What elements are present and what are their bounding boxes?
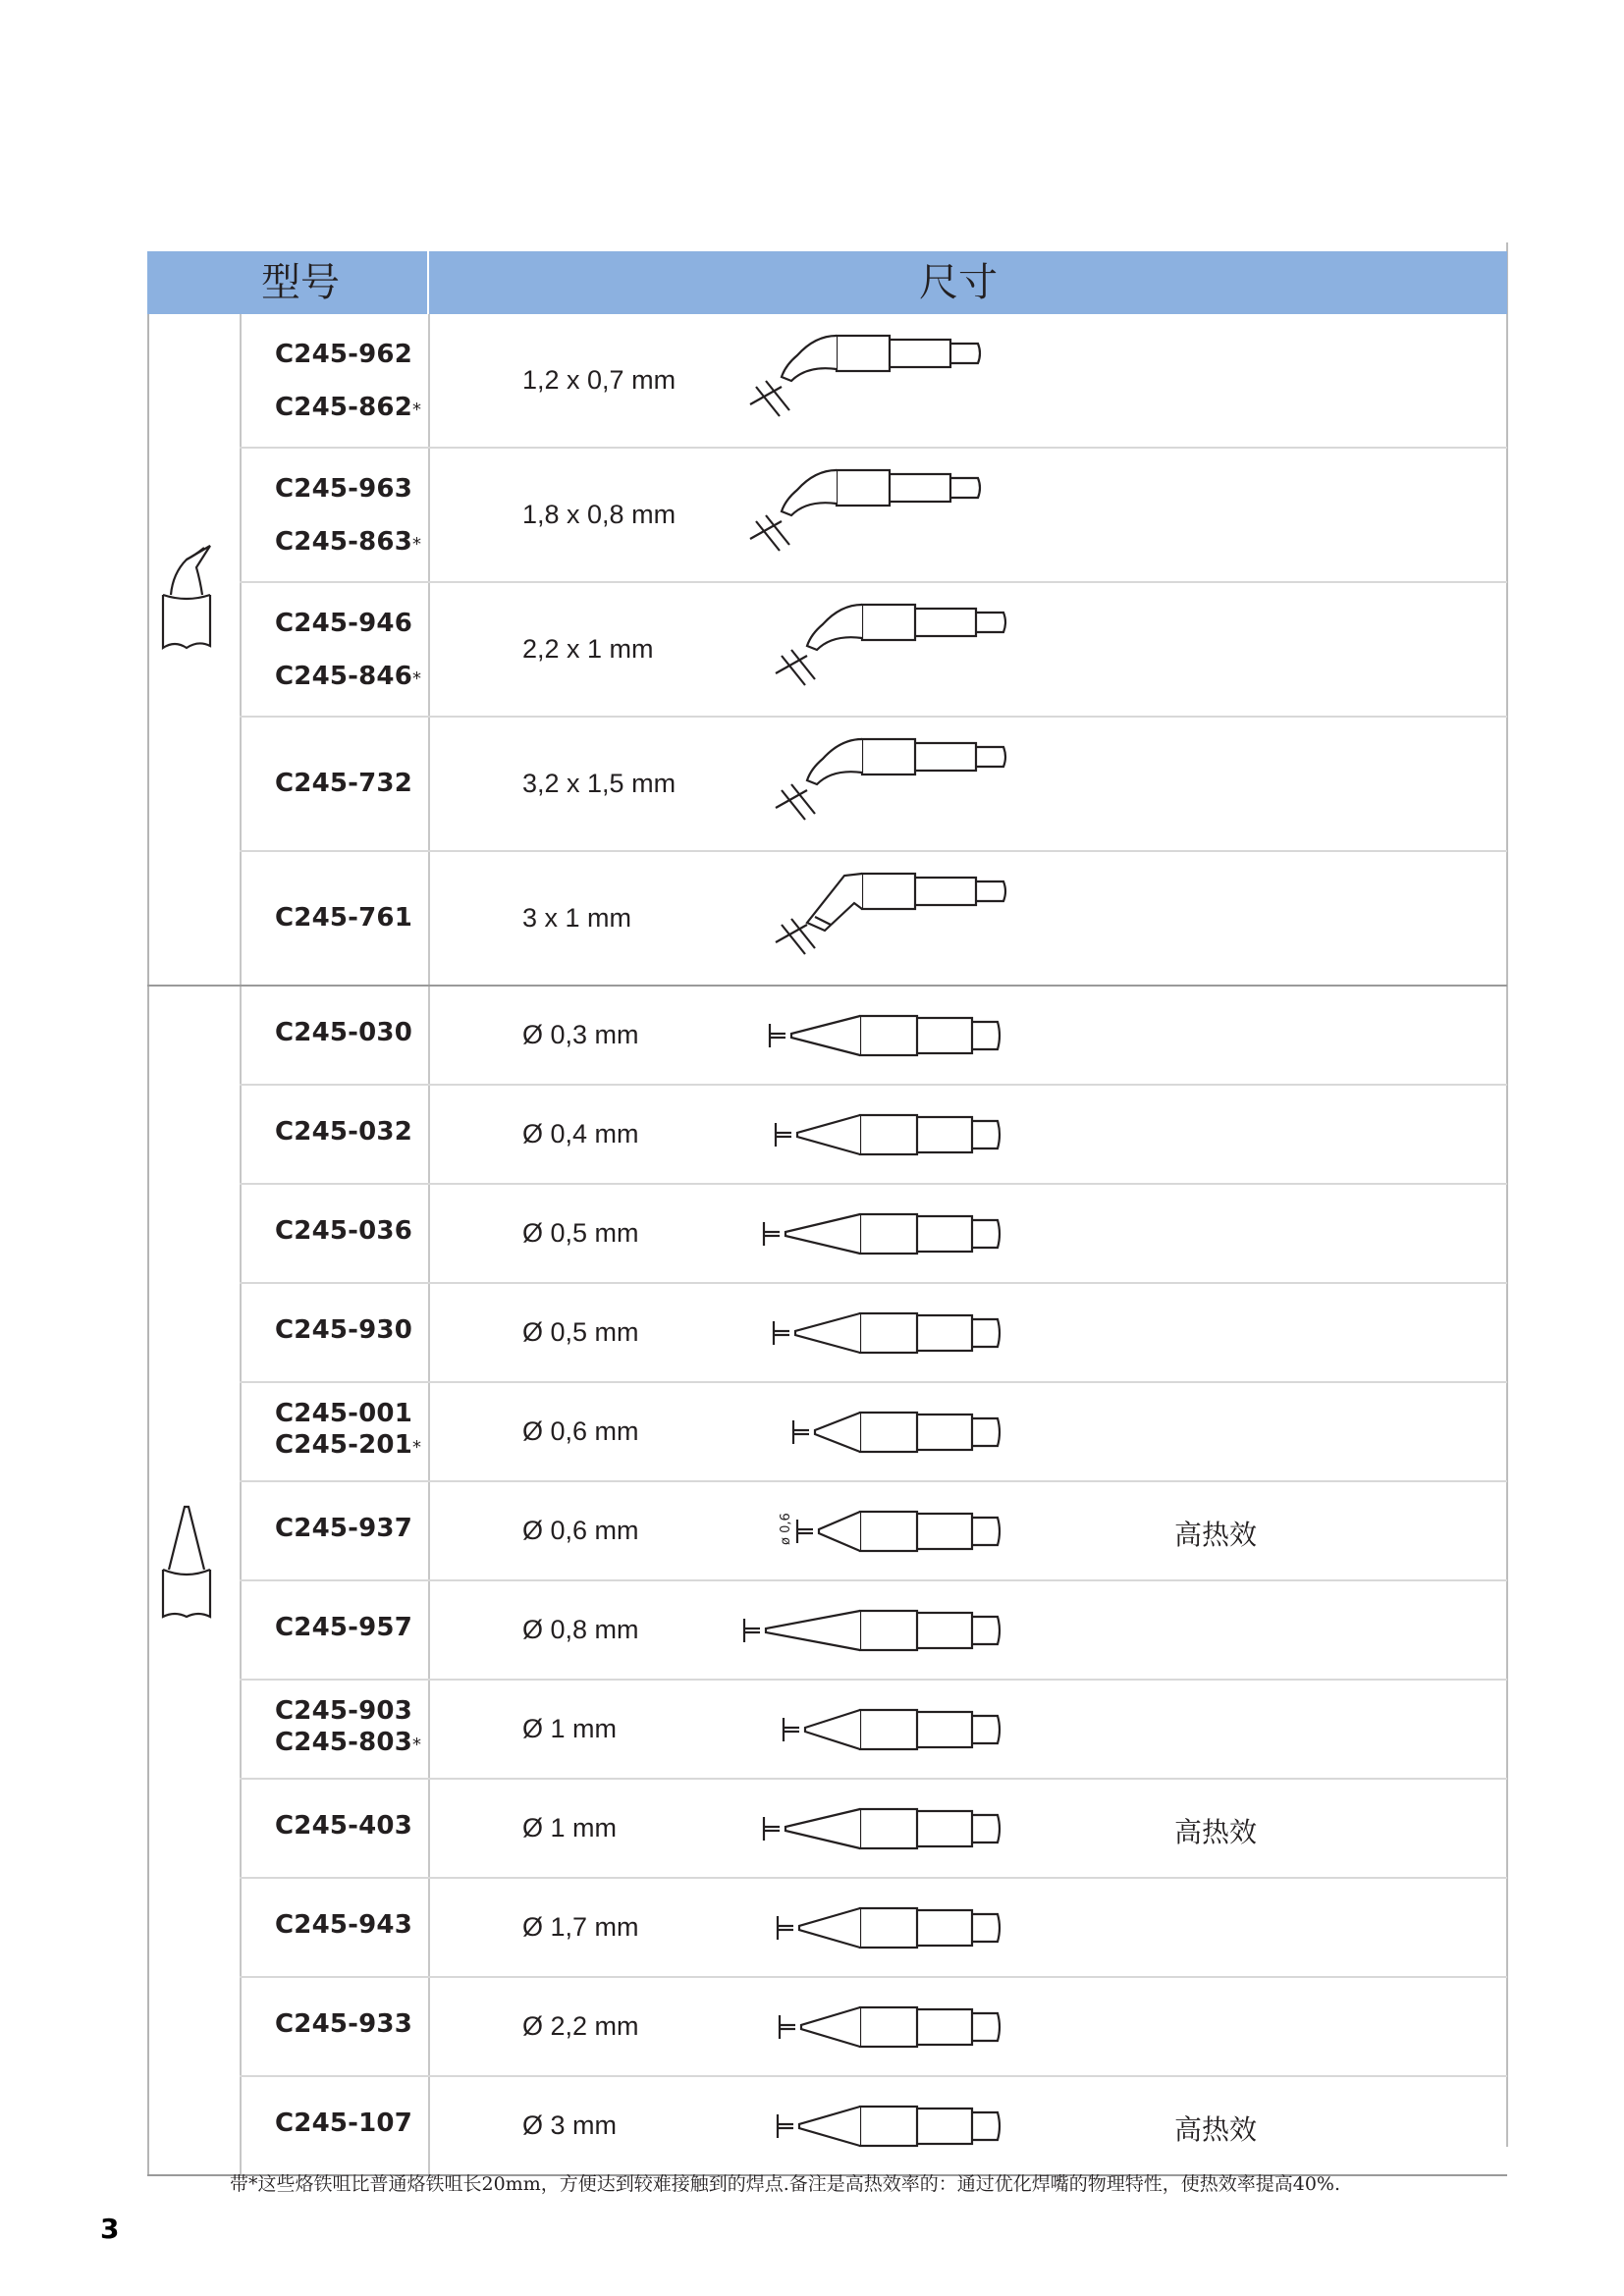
tip-shaft-end xyxy=(970,1220,1000,1248)
tip-body xyxy=(860,1313,917,1353)
model-text: C245-761 xyxy=(275,903,413,933)
table-row xyxy=(240,1383,1507,1482)
tip-body xyxy=(860,2007,917,2047)
tip-body xyxy=(860,1214,917,1254)
tip-drawing xyxy=(746,860,1041,982)
group-icon-cell xyxy=(149,314,242,985)
tip-size: 3,2 x 1,5 mm xyxy=(522,769,677,798)
model-number xyxy=(275,1514,412,1543)
tip-shaft-end xyxy=(970,1319,1000,1347)
conical-tip-drawing xyxy=(732,1700,1027,1759)
tip-size: Ø 0,6 mm xyxy=(522,1416,639,1446)
icon-cone xyxy=(169,1507,204,1570)
table-row xyxy=(240,1581,1507,1681)
model-text: C245-963 xyxy=(275,474,413,504)
icon-tip xyxy=(171,546,210,595)
tip-shaft-end xyxy=(970,1815,1000,1842)
tip-shaft-end xyxy=(974,881,1005,901)
tip-shaft-end xyxy=(974,747,1005,767)
tip-drawing xyxy=(732,1403,1027,1466)
tip-sleeve xyxy=(888,340,950,367)
model-number xyxy=(275,1811,412,1841)
model-text: C245-201 xyxy=(275,1430,413,1460)
tip-shaft-end xyxy=(970,1022,1000,1049)
dim-line xyxy=(791,784,815,814)
tip-size: Ø 0,5 mm xyxy=(522,1218,639,1248)
conical-tip-drawing xyxy=(732,1998,1027,2056)
table-row xyxy=(240,583,1507,718)
star-marker: * xyxy=(412,1735,422,1755)
tip-bend xyxy=(782,336,837,381)
group-icon-cell xyxy=(149,987,242,2174)
header-size: 尺寸 xyxy=(919,260,998,305)
tip-sleeve xyxy=(915,1910,972,1946)
tip-cone xyxy=(797,1115,860,1154)
tip-body xyxy=(860,1611,917,1650)
tip-sleeve xyxy=(888,474,950,502)
model-number xyxy=(275,1018,412,1047)
model-text: C245-937 xyxy=(275,1514,413,1543)
tip-shaft-end xyxy=(970,1617,1000,1644)
conical-tip-drawing xyxy=(732,1502,1027,1561)
model-text: C245-946 xyxy=(275,609,413,638)
dim-line xyxy=(756,521,780,551)
model-cell xyxy=(240,449,430,581)
tip-sleeve xyxy=(915,2009,972,2045)
bevel-tip-icon xyxy=(157,538,236,666)
bent-tip-drawing xyxy=(746,725,1041,843)
dim-line xyxy=(766,381,789,410)
table-row xyxy=(240,1681,1507,1780)
tip-shaft-end xyxy=(948,344,980,363)
tip-size: Ø 0,4 mm xyxy=(522,1119,639,1148)
tip-body xyxy=(860,1710,917,1749)
tip-drawing xyxy=(732,1105,1027,1168)
model-number xyxy=(275,769,412,798)
tip-drawing xyxy=(732,1799,1027,1862)
dim-line xyxy=(766,515,789,545)
tip-drawing xyxy=(732,1204,1027,1267)
model-text: C245-863 xyxy=(275,527,413,557)
tip-drawing xyxy=(732,1502,1027,1565)
model-number xyxy=(275,1910,412,1940)
conical-tip-drawing xyxy=(732,1601,1027,1660)
model-number xyxy=(275,1117,412,1147)
dim-label: ø 0,6 xyxy=(779,1513,793,1545)
model-text: C245-962 xyxy=(275,340,413,369)
tip-body xyxy=(862,739,915,774)
conical-tip-drawing xyxy=(732,1006,1027,1065)
tip-size: Ø 1 mm xyxy=(522,1813,618,1842)
tip-size: Ø 0,3 mm xyxy=(522,1020,639,1049)
model-text: C245-846 xyxy=(275,662,413,691)
conical-tip-drawing xyxy=(732,1898,1027,1957)
bent-tip-drawing xyxy=(721,456,1015,574)
tip-size: Ø 3 mm xyxy=(522,2110,618,2140)
dim-line xyxy=(791,650,815,679)
model-number xyxy=(275,609,412,638)
table-row xyxy=(240,987,1507,1086)
model-number xyxy=(275,340,412,369)
tip-shaft-end xyxy=(970,2112,1000,2140)
tip-drawing xyxy=(746,591,1041,713)
efficiency-note: 高热效 xyxy=(1174,2113,1258,2146)
tip-sleeve xyxy=(915,2109,972,2144)
tip-sleeve xyxy=(915,1811,972,1846)
model-number xyxy=(275,2109,412,2138)
tip-body xyxy=(837,470,890,506)
tip-size: Ø 0,6 mm xyxy=(522,1516,639,1545)
star-marker: * xyxy=(412,1437,422,1458)
tip-size: Ø 0,8 mm xyxy=(522,1615,639,1644)
tip-sleeve xyxy=(913,609,976,636)
tip-drawing xyxy=(732,2097,1027,2160)
model-cell xyxy=(240,314,430,447)
tip-size: Ø 1 mm xyxy=(522,1714,618,1743)
page-number: 3 xyxy=(100,2213,120,2245)
model-text: C245-943 xyxy=(275,1910,413,1940)
model-number xyxy=(275,1315,412,1345)
tip-group xyxy=(147,314,1507,987)
tip-sleeve xyxy=(915,1018,972,1053)
model-text: C245-107 xyxy=(275,2109,413,2138)
conical-tip-icon xyxy=(157,1501,236,1629)
tip-body xyxy=(860,1512,917,1551)
table-row xyxy=(240,852,1507,985)
model-number xyxy=(275,1613,412,1642)
model-text: C245-957 xyxy=(275,1613,413,1642)
footnote: 带*这些烙铁咀比普通烙铁咀长20mm，方便达到较难接触到的焊点.备注是高热效率的：通过优化焊嘴的物理特性，使热效率提高40%. xyxy=(230,2173,1341,2195)
tip-sleeve xyxy=(915,1216,972,1252)
model-text: C245-030 xyxy=(275,1018,413,1047)
table-row xyxy=(240,1879,1507,1978)
icon-base xyxy=(163,1570,210,1617)
bent-tip-drawing xyxy=(746,591,1041,709)
tip-size: 3 x 1 mm xyxy=(522,903,632,933)
model-number xyxy=(275,1216,412,1246)
tip-cone xyxy=(791,1016,860,1055)
tip-cone xyxy=(785,1809,860,1848)
tip-cone xyxy=(819,1512,860,1551)
model-number xyxy=(275,662,421,691)
model-text: C245-001 xyxy=(275,1399,413,1428)
table-row xyxy=(240,449,1507,583)
header-model: 型号 xyxy=(261,260,340,305)
star-marker: * xyxy=(412,534,422,555)
tip-body xyxy=(860,1016,917,1055)
dim-line xyxy=(756,387,780,416)
dim-line xyxy=(782,790,805,820)
tip-sleeve xyxy=(915,1514,972,1549)
tip-drawing xyxy=(732,1898,1027,1961)
model-number xyxy=(275,1430,421,1460)
efficiency-note: 高热效 xyxy=(1174,1519,1258,1551)
star-marker: * xyxy=(412,400,422,420)
tip-drawing xyxy=(721,322,1015,444)
tip-shaft-end xyxy=(970,1418,1000,1446)
tip-cone xyxy=(795,1313,860,1353)
tip-sleeve xyxy=(915,1117,972,1152)
table-row xyxy=(240,718,1507,852)
table-row xyxy=(240,1780,1507,1879)
conical-tip-drawing xyxy=(732,1105,1027,1164)
table-row xyxy=(240,1284,1507,1383)
tip-drawing xyxy=(746,725,1041,847)
tip-size: 1,2 x 0,7 mm xyxy=(522,365,677,395)
table-row xyxy=(240,2077,1507,2174)
table-row xyxy=(240,314,1507,449)
model-text: C245-930 xyxy=(275,1315,413,1345)
tip-shaft-end xyxy=(970,1518,1000,1545)
tip-bend xyxy=(807,874,862,931)
tip-sleeve xyxy=(915,1415,972,1450)
tip-cone xyxy=(815,1413,860,1452)
tip-body xyxy=(862,605,915,640)
conical-tip-drawing xyxy=(732,1204,1027,1263)
model-text: C245-032 xyxy=(275,1117,413,1147)
tip-drawing xyxy=(732,1998,1027,2060)
tip-sleeve xyxy=(915,1613,972,1648)
model-number xyxy=(275,1399,412,1428)
model-text: C245-933 xyxy=(275,2009,413,2039)
tip-drawing xyxy=(721,456,1015,578)
tip-cone xyxy=(805,1710,860,1749)
group-icon xyxy=(157,1501,236,1632)
tip-cone xyxy=(799,1908,860,1948)
table-body xyxy=(147,314,1507,2176)
tip-size: Ø 2,2 mm xyxy=(522,2011,639,2041)
tip-cone xyxy=(785,1214,860,1254)
tip-body xyxy=(860,1115,917,1154)
table-row xyxy=(240,1185,1507,1284)
tip-cone xyxy=(799,2107,860,2146)
efficiency-note: 高热效 xyxy=(1174,1816,1258,1848)
bent-tip-drawing xyxy=(746,860,1041,978)
model-text: C245-803 xyxy=(275,1728,413,1757)
tip-drawing xyxy=(732,1304,1027,1366)
tip-size: 2,2 x 1 mm xyxy=(522,634,654,664)
model-cell xyxy=(240,583,430,716)
group-icon xyxy=(157,538,236,669)
tip-table xyxy=(147,251,1507,2176)
model-text: C245-036 xyxy=(275,1216,413,1246)
tip-bend xyxy=(807,739,862,784)
tip-cone xyxy=(801,2007,860,2047)
conical-tip-drawing xyxy=(732,1403,1027,1462)
tip-cone xyxy=(766,1611,860,1650)
tip-bend xyxy=(782,470,837,515)
tip-body xyxy=(860,1908,917,1948)
conical-tip-drawing xyxy=(732,2097,1027,2156)
tip-shaft-end xyxy=(970,1121,1000,1148)
tip-sleeve xyxy=(913,878,976,905)
dim-line xyxy=(782,656,805,685)
model-number xyxy=(275,474,412,504)
table-row xyxy=(240,1086,1507,1185)
header-divider xyxy=(427,251,429,314)
tip-sleeve xyxy=(915,1315,972,1351)
tip-body xyxy=(860,1413,917,1452)
icon-base xyxy=(163,595,210,648)
model-text: C245-732 xyxy=(275,769,413,798)
tip-shaft-end xyxy=(974,613,1005,632)
tip-shaft-end xyxy=(970,1716,1000,1743)
tip-body xyxy=(860,1809,917,1848)
tip-shaft-end xyxy=(948,478,980,498)
model-number xyxy=(275,903,412,933)
dim-line xyxy=(782,925,805,954)
model-number xyxy=(275,1728,421,1757)
tip-drawing xyxy=(732,1700,1027,1763)
tip-shaft-end xyxy=(970,1914,1000,1942)
tip-sleeve xyxy=(913,743,976,771)
model-number xyxy=(275,2009,412,2039)
tip-group xyxy=(147,987,1507,2176)
model-text: C245-403 xyxy=(275,1811,413,1841)
tip-sleeve xyxy=(915,1712,972,1747)
model-text: C245-862 xyxy=(275,393,413,422)
conical-tip-drawing xyxy=(732,1304,1027,1362)
table-row xyxy=(240,1482,1507,1581)
tip-drawing xyxy=(732,1601,1027,1664)
table-row xyxy=(240,1978,1507,2077)
tip-size: 1,8 x 0,8 mm xyxy=(522,500,677,529)
tip-shaft-end xyxy=(970,2013,1000,2041)
conical-tip-drawing xyxy=(732,1799,1027,1858)
tip-body xyxy=(860,2107,917,2146)
star-marker: * xyxy=(412,668,422,689)
tip-body xyxy=(837,336,890,371)
model-text: C245-903 xyxy=(275,1696,413,1726)
bent-tip-drawing xyxy=(721,322,1015,440)
tip-drawing xyxy=(732,1006,1027,1069)
tip-body xyxy=(862,874,915,909)
model-number xyxy=(275,527,421,557)
model-number xyxy=(275,1696,412,1726)
tip-bend xyxy=(807,605,862,650)
tip-size: Ø 0,5 mm xyxy=(522,1317,639,1347)
table-header xyxy=(147,251,1507,314)
model-number xyxy=(275,393,421,422)
tip-size: Ø 1,7 mm xyxy=(522,1912,639,1942)
